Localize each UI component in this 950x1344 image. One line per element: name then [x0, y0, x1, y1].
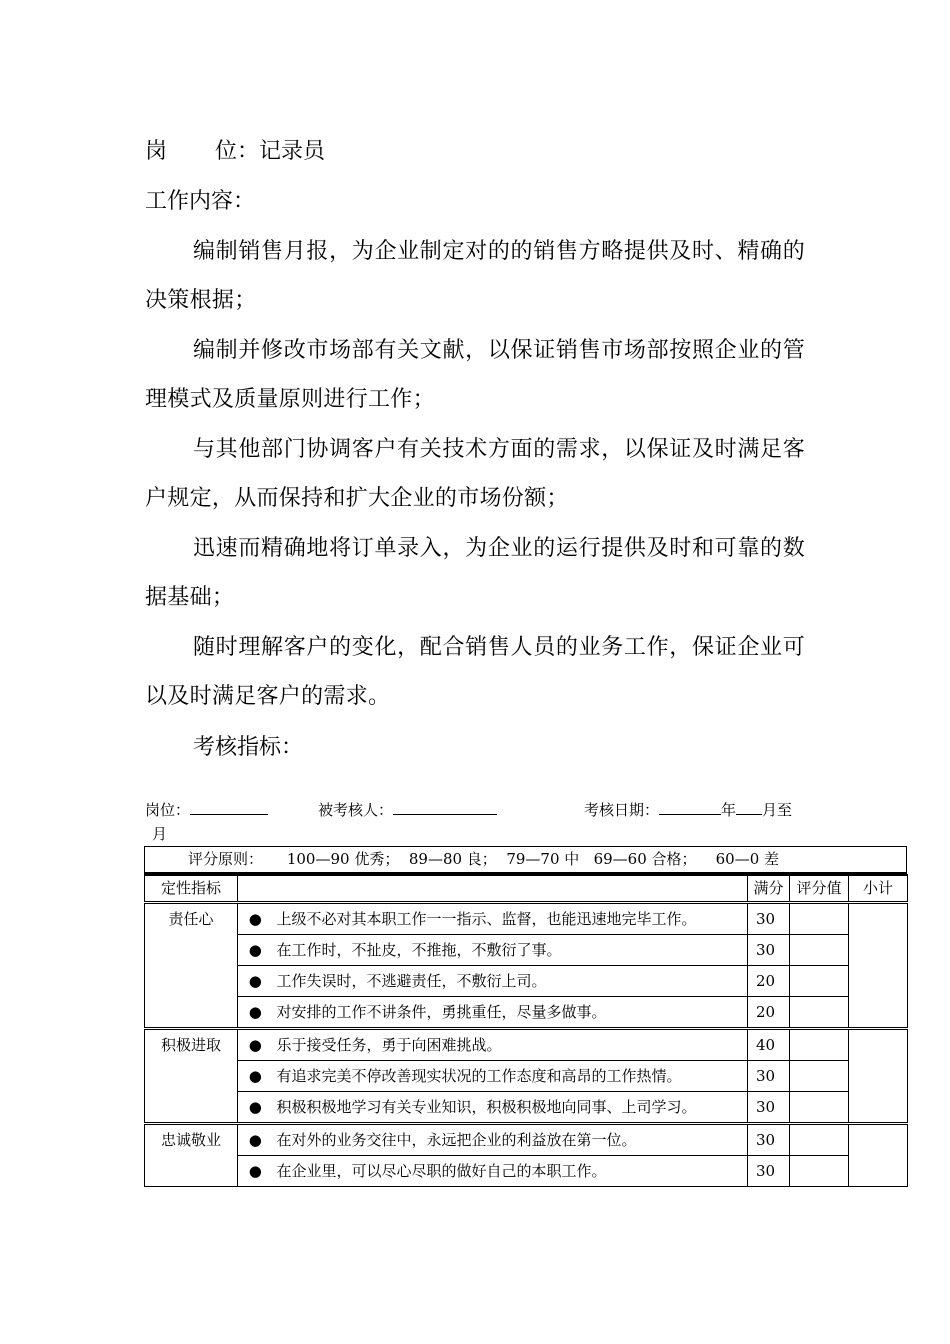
header-subtotal: 小计 [849, 875, 908, 903]
assessee-blank[interactable] [393, 800, 497, 815]
evaluation-table [144, 874, 908, 1187]
subtotal-cell[interactable] [849, 1029, 908, 1124]
table-row [145, 1061, 908, 1092]
paragraph-1: 编制销售月报，为企业制定对的的销售方略提供及时、精确的决策根据； [145, 239, 805, 313]
full-score: 20 [748, 997, 790, 1029]
paragraph-3: 与其他部门协调客户有关技术方面的需求，以保证及时满足客户规定，从而保持和扩大企业的市场份额； [145, 437, 805, 511]
header-description [238, 875, 748, 903]
criterion-text: 在对外的业务交往中，永远把企业的利益放在第一位。 [273, 1124, 748, 1156]
bullet-icon: ● [238, 1029, 273, 1061]
rating-cell[interactable] [790, 997, 849, 1029]
bullet-icon: ● [238, 997, 273, 1029]
criterion-text: 积极积极地学习有关专业知识，积极积极地向同事、上司学习。 [273, 1092, 748, 1124]
rating-cell[interactable] [790, 1124, 849, 1156]
table-row [145, 1029, 908, 1061]
full-score: 30 [748, 1156, 790, 1187]
criterion-text: 对安排的工作不讲条件，勇挑重任，尽量多做事。 [273, 997, 748, 1029]
full-score: 30 [748, 935, 790, 966]
table-row [145, 1092, 908, 1124]
category-cell: 积极进取 [145, 1029, 238, 1124]
full-score: 30 [748, 1061, 790, 1092]
criterion-text: 在工作时，不扯皮，不推拖，不敷衍了事。 [273, 935, 748, 966]
paragraph-2: 编制并修改市场部有关文献，以保证销售市场部按照企业的管理模式及质量原则进行工作； [145, 338, 805, 412]
rating-cell[interactable] [790, 1092, 849, 1124]
rating-cell[interactable] [790, 966, 849, 997]
table-row [145, 903, 908, 935]
month-blank[interactable] [736, 800, 762, 815]
full-score: 40 [748, 1029, 790, 1061]
table-row [145, 1124, 908, 1156]
subtotal-cell[interactable] [849, 903, 908, 1029]
criterion-text: 工作失误时，不逃避责任，不敷衍上司。 [273, 966, 748, 997]
year-blank[interactable] [659, 800, 721, 815]
kpi-label: 考核指标： [193, 735, 304, 760]
meta-date: 考核日期： 年 月至 [584, 801, 793, 819]
bullet-icon: ● [238, 1124, 273, 1156]
bullet-icon: ● [238, 935, 273, 966]
table-row [145, 997, 908, 1029]
position-label-a: 岗 [145, 139, 168, 164]
rating-cell[interactable] [790, 1156, 849, 1187]
category-cell: 忠诚敬业 [145, 1124, 238, 1187]
table-row [145, 935, 908, 966]
meta-assessee: 被考核人： [318, 800, 497, 820]
rating-cell[interactable] [790, 1061, 849, 1092]
meta-position: 岗位： [145, 800, 268, 820]
full-score: 30 [748, 1092, 790, 1124]
scoring-rule-box [144, 846, 907, 876]
table-header-row [145, 875, 908, 903]
bullet-icon: ● [238, 1061, 273, 1092]
criterion-text: 有追求完美不停改善现实状况的工作态度和高昂的工作热情。 [273, 1061, 748, 1092]
rating-cell[interactable] [790, 935, 849, 966]
rating-cell[interactable] [790, 903, 849, 935]
bullet-icon: ● [238, 1156, 273, 1187]
scoring-rule: 评分原则： 100—90 优秀； 89—80 良； 79—70 中 69—60 合格； 60—0 差 [188, 850, 780, 868]
position-line [145, 137, 325, 167]
full-score: 30 [748, 1124, 790, 1156]
full-score: 30 [748, 903, 790, 935]
meta-month: 月 [152, 825, 168, 843]
header-qualitative: 定性指标 [145, 875, 238, 903]
header-rating: 评分值 [790, 875, 849, 903]
criterion-text: 在企业里，可以尽心尽职的做好自己的本职工作。 [273, 1156, 748, 1187]
table-row [145, 966, 908, 997]
category-cell: 责任心 [145, 903, 238, 1029]
table-row [145, 1156, 908, 1187]
rating-cell[interactable] [790, 1029, 849, 1061]
criterion-text: 上级不必对其本职工作一一指示、监督，也能迅速地完毕工作。 [273, 903, 748, 935]
subtotal-cell[interactable] [849, 1124, 908, 1187]
paragraph-5: 随时理解客户的变化，配合销售人员的业务工作，保证企业可以及时满足客户的需求。 [145, 635, 805, 709]
position-label-b: 位：记录员 [215, 139, 326, 164]
bullet-icon: ● [238, 966, 273, 997]
header-full-score: 满分 [748, 875, 790, 903]
full-score: 20 [748, 966, 790, 997]
criterion-text: 乐于接受任务，勇于向困难挑战。 [273, 1029, 748, 1061]
bullet-icon: ● [238, 1092, 273, 1124]
position-blank[interactable] [190, 800, 268, 815]
paragraph-4: 迅速而精确地将订单录入，为企业的运行提供及时和可靠的数据基础； [145, 536, 805, 610]
work-content-label: 工作内容： [145, 189, 256, 214]
bullet-icon: ● [238, 903, 273, 935]
